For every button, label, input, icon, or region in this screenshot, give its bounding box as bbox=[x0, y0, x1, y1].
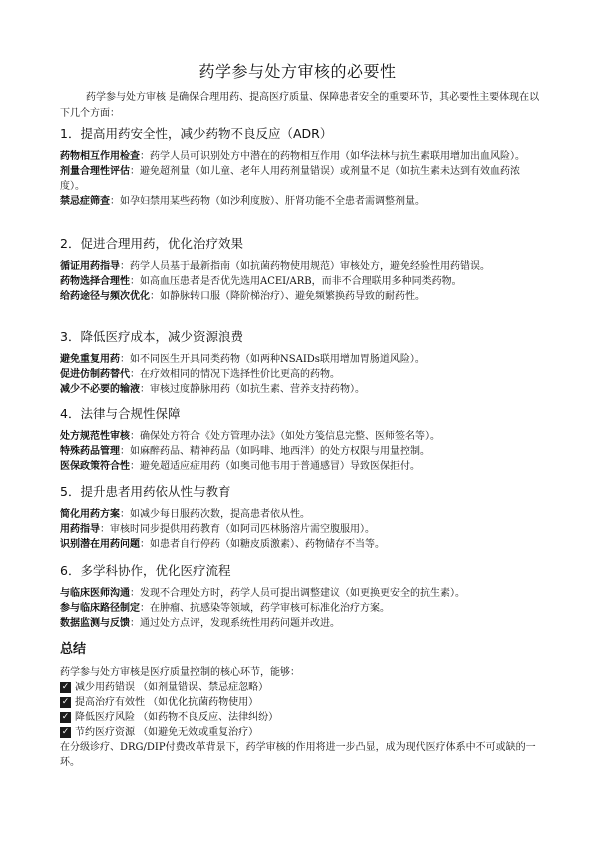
section-item bbox=[60, 352, 540, 367]
summary-check-item bbox=[60, 725, 540, 740]
section-2 bbox=[60, 235, 540, 304]
section-item bbox=[60, 367, 540, 382]
item-label: 与临床医师沟通 bbox=[60, 588, 130, 599]
summary-closing: 在分级诊疗、DRG/DIP付费改革背景下，药学审核的作用将进一步凸显，成为现代医疗体系中不可或缺的一环。 bbox=[60, 742, 536, 768]
item-text: ：如高血压患者是否优先选用ACEI/ARB，而非不合理联用多种同类药物。 bbox=[130, 276, 462, 287]
section-heading: 6．多学科协作，优化医疗流程 bbox=[60, 563, 231, 578]
item-text: ：避免超剂量（如儿童、老年人用药剂量错误）或剂量不足（如抗生素未达到有效血药浓度）。 bbox=[60, 166, 520, 192]
item-text: ：药学人员可识别处方中潜在的药物相互作用（如华法林与抗生素联用增加出血风险）。 bbox=[140, 151, 525, 162]
check-item-text: 减少用药错误 （如剂量错误、禁忌症忽略） bbox=[75, 682, 269, 693]
section-heading: 1．提高用药安全性，减少药物不良反应（ADR） bbox=[60, 126, 333, 141]
section-item bbox=[60, 459, 540, 474]
checkbox-checked-icon: ✓ bbox=[61, 712, 70, 722]
item-text: ：如孕妇禁用某些药物（如沙利度胺）、肝肾功能不全患者需调整剂量。 bbox=[110, 196, 425, 207]
section-item bbox=[60, 616, 540, 631]
section-item bbox=[60, 289, 540, 304]
summary-check-item bbox=[60, 680, 540, 695]
item-label: 药物相互作用检查 bbox=[60, 151, 140, 162]
item-text: ：如患者自行停药（如糖皮质激素）、药物储存不当等。 bbox=[140, 539, 385, 550]
section-item bbox=[60, 537, 540, 552]
section-5 bbox=[60, 483, 540, 552]
section-item bbox=[60, 382, 540, 397]
section-item bbox=[60, 259, 540, 274]
item-text: ：审核时同步提供用药教育（如阿司匹林肠溶片需空腹服用）。 bbox=[100, 524, 375, 535]
item-text: ：在肿瘤、抗感染等领域，药学审核可标准化治疗方案。 bbox=[140, 603, 390, 614]
section-4 bbox=[60, 405, 540, 474]
summary-lead: 药学参与处方审核是医疗质量控制的核心环节，能够： bbox=[60, 667, 300, 678]
item-label: 处方规范性审核 bbox=[60, 431, 130, 442]
item-label: 循证用药指导 bbox=[60, 261, 120, 272]
item-label: 参与临床路径制定 bbox=[60, 603, 140, 614]
section-item bbox=[60, 164, 540, 194]
item-text: ：避免超适应症用药（如奥司他韦用于普通感冒）导致医保拒付。 bbox=[130, 461, 420, 472]
summary-check-item bbox=[60, 710, 540, 725]
item-label: 促进仿制药替代 bbox=[60, 369, 130, 380]
item-text: ：如麻醉药品、精神药品（如吗啡、地西泮）的处方权限与用量控制。 bbox=[120, 446, 430, 457]
item-label: 避免重复用药 bbox=[60, 354, 120, 365]
section-heading: 4．法律与合规性保障 bbox=[60, 406, 181, 421]
item-text: ：如静脉转口服（降阶梯治疗）、避免频繁换药导致的耐药性。 bbox=[150, 291, 425, 302]
item-label: 药物选择合理性 bbox=[60, 276, 130, 287]
item-label: 识别潜在用药问题 bbox=[60, 539, 140, 550]
item-label: 剂量合理性评估 bbox=[60, 166, 130, 177]
section-item bbox=[60, 507, 540, 522]
checkbox-checked-icon: ✓ bbox=[61, 727, 70, 737]
item-label: 禁忌症筛查 bbox=[60, 196, 110, 207]
item-label: 减少不必要的输液 bbox=[60, 384, 140, 395]
section-item bbox=[60, 194, 540, 209]
checkbox-checked-icon: ✓ bbox=[61, 682, 70, 692]
item-text: ：药学人员基于最新指南（如抗菌药物使用规范）审核处方，避免经验性用药错误。 bbox=[120, 261, 490, 272]
item-label: 医保政策符合性 bbox=[60, 461, 130, 472]
section-item bbox=[60, 586, 540, 601]
check-item-text: 提高治疗有效性 （如优化抗菌药物使用） bbox=[75, 697, 259, 708]
intro-paragraph: 药学参与处方审核 是确保合理用药、提高医疗质量、保障患者安全的重要环节，其必要性主要体现在以下几个方面： bbox=[60, 92, 540, 119]
section-heading: 2．促进合理用药，优化治疗效果 bbox=[60, 236, 243, 251]
item-text: ：审核过度静脉用药（如抗生素、营养支持药物）。 bbox=[140, 384, 365, 395]
section-heading: 5．提升患者用药依从性与教育 bbox=[60, 484, 231, 499]
summary-heading: 总结 bbox=[60, 642, 87, 657]
summary-check-item bbox=[60, 695, 540, 710]
section-item bbox=[60, 149, 540, 164]
checkbox-checked-icon: ✓ bbox=[61, 697, 70, 707]
item-text: ：在疗效相同的情况下选择性价比更高的药物。 bbox=[130, 369, 340, 380]
item-text: ：如不同医生开具同类药物（如两种NSAIDs联用增加胃肠道风险）。 bbox=[120, 354, 425, 365]
check-item-text: 降低医疗风险 （如药物不良反应、法律纠纷） bbox=[75, 712, 279, 723]
item-text: ：通过处方点评，发现系统性用药问题并改进。 bbox=[130, 618, 340, 629]
item-label: 特殊药品管理 bbox=[60, 446, 120, 457]
item-label: 数据监测与反馈 bbox=[60, 618, 130, 629]
section-item bbox=[60, 522, 540, 537]
section-item bbox=[60, 274, 540, 289]
item-text: ：如减少每日服药次数，提高患者依从性。 bbox=[120, 509, 310, 520]
section-item bbox=[60, 429, 540, 444]
item-label: 简化用药方案 bbox=[60, 509, 120, 520]
document-title: 药学参与处方审核的必要性 bbox=[198, 62, 397, 81]
item-text: ：发现不合理处方时，药学人员可提出调整建议（如更换更安全的抗生素）。 bbox=[130, 588, 465, 599]
item-label: 用药指导 bbox=[60, 524, 100, 535]
section-3 bbox=[60, 328, 540, 397]
section-1 bbox=[60, 125, 540, 209]
section-heading: 3．降低医疗成本，减少资源浪费 bbox=[60, 329, 243, 344]
item-text: ：确保处方符合《处方管理办法》（如处方笺信息完整、医师签名等）。 bbox=[130, 431, 440, 442]
section-item bbox=[60, 601, 540, 616]
summary-section bbox=[60, 641, 540, 770]
section-6 bbox=[60, 562, 540, 631]
item-label: 给药途径与频次优化 bbox=[60, 291, 150, 302]
section-item bbox=[60, 444, 540, 459]
check-item-text: 节约医疗资源 （如避免无效或重复治疗） bbox=[75, 727, 259, 738]
